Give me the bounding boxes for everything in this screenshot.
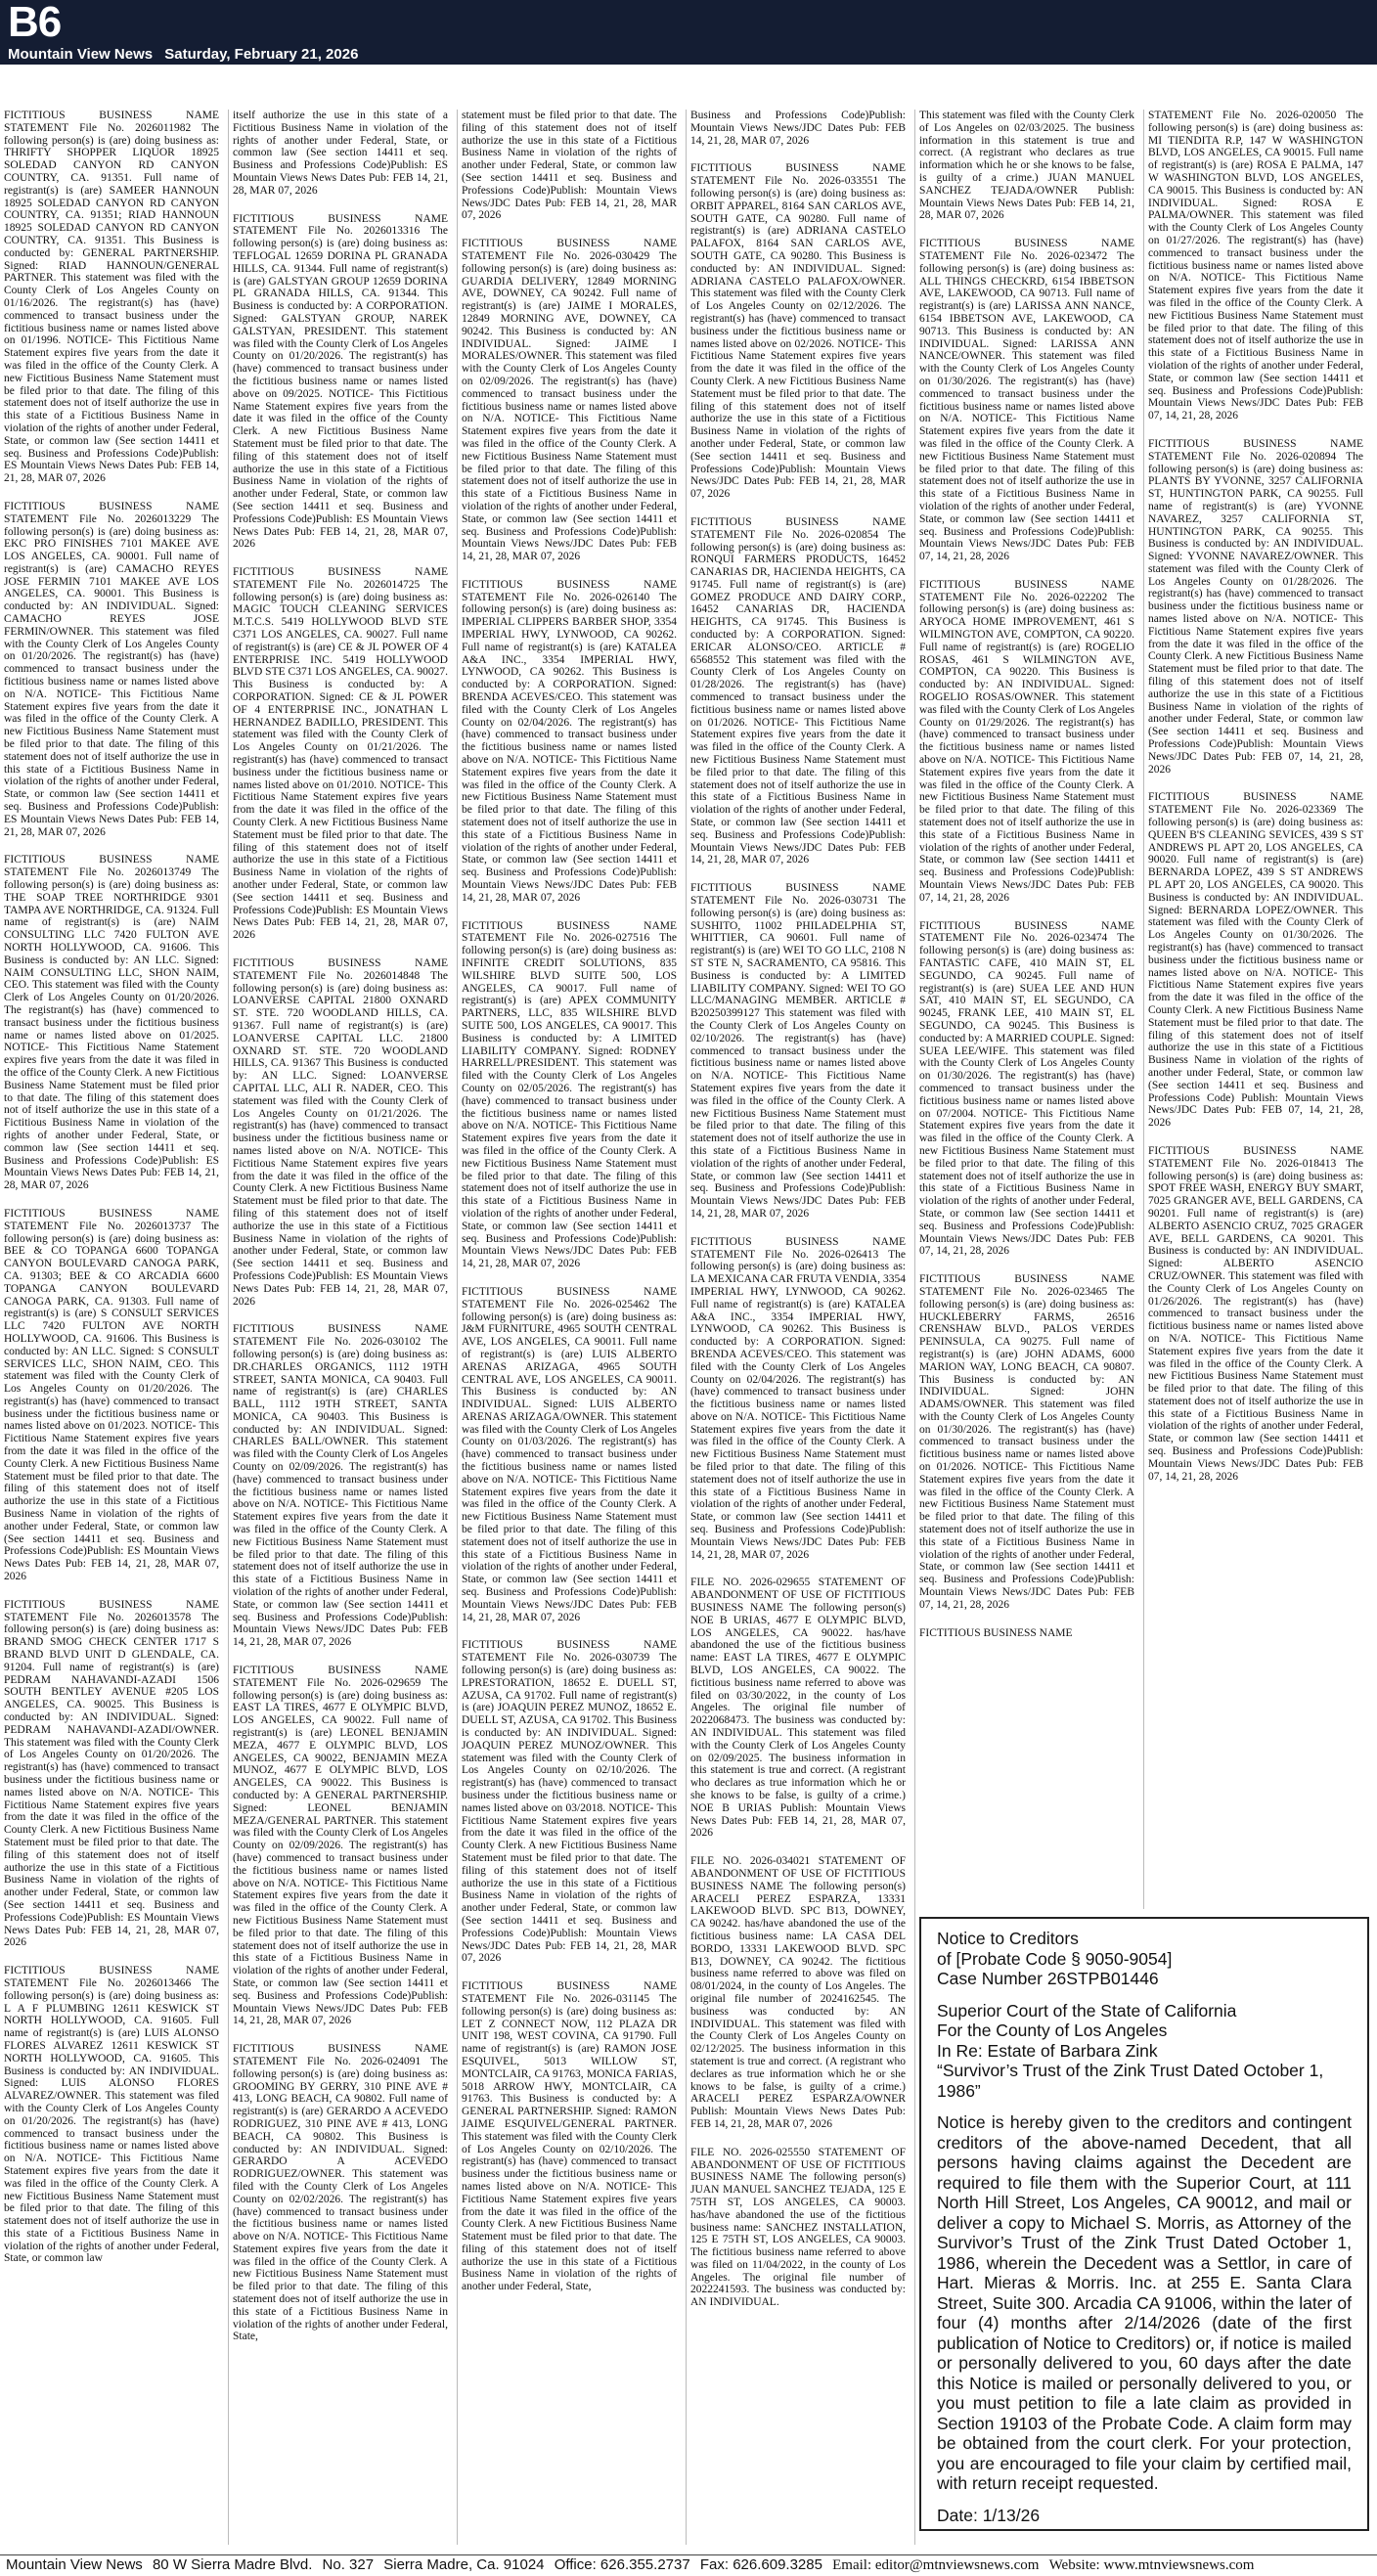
legal-notice: FICTITIOUS BUSINESS NAME STATEMENT File No. 2026013316 The following person(s) is (are) doing business as: TEFLOGAL 12659 DORINA PL GRANADA HILLS, CA. 91344. Full name of registrant(s) is (are) GALSTYAN GROUP 12659 DORINA PL GRANADA HILLS, CA. 91344. This Business is conducted by: A CORPORATION. Signed: GALSTYAN GROUP, NAREK GALSTYAN, PRESIDENT. This statement was filed with the County Clerk of Los Angeles County on 01/20/2026. The registrant(s) has (have) commenced to transact business under the fictitious business name or names listed above on 09/2025. NOTICE- This Fictitious Name Statement expires five years from the date it was filed in the office of the County Clerk. A new Fictitious Business Name Statement must be filed prior to that date. The filing of this statement does not of itself authorize the use in this state of a Fictitious Business Name in violation of the rights of another under Federal, State, or common law (See section 14411 et seq. Business and Professions Code)Publish: ES Mountain Views News Dates Pub: FEB 14, 21, 28, MAR 07, 2026 — [233, 212, 448, 551]
legal-notice: FICTITIOUS BUSINESS NAME STATEMENT File No. 2026-027516 The following person(s) is (are) doing business as: INFINITE CREDIT SOLUTIONS, 835 WILSHIRE BLVD SUITE 500, LOS ANGELES, CA 90017. Full name of registrant(s) is (are) APEX COMMUNITY PARTNERS, LLC, 835 WILSHIRE BLVD SUITE 500, LOS ANGELES, CA 90017. This Business is conducted by: A LIMITED LIABILITY COMPANY. Signed: RODNEY HARRELL/PRESIDENT. This statement was filed with the County Clerk of Los Angeles County on 02/05/2026. The registrant(s) has (have) commenced to transact business under the fictitious business name or names listed above on N/A. NOTICE- This Fictitious Name Statement expires five years from the date it was filed in the office of the County Clerk. A new Fictitious Business Name Statement must be filed prior to that date. The filing of this statement does not of itself authorize the use in this state of a Fictitious Business Name in violation of the rights of another under Federal, State, or common law (See section 14411 et seq. Business and Professions Code)Publish: Mountain Views News/JDC Dates Pub: FEB 14, 21, 28, MAR 07, 2026 — [462, 919, 677, 1270]
column-3 — [462, 110, 677, 2545]
legal-notice: FICTITIOUS BUSINESS NAME STATEMENT File No. 2026014848 The following person(s) is (are) doing business as: LOANVERSE CAPITAL 21800 OXNARD ST. STE. 720 WOODLAND HILLS, CA. 91367. Full name of registrant(s) is (are) LOANVERSE CAPITAL LLC. 21800 OXNARD ST. STE. 720 WOODLAND HILLS, CA. 91367 This Business is conducted by: AN LLC. Signed: LOANVERSE CAPITAL LLC, ALI R. NADER, CEO. This statement was filed with the County Clerk of Los Angeles County on 01/21/2026. The registrant(s) has (have) commenced to transact business under the fictitious business name or names listed above on N/A. NOTICE- This Fictitious Name Statement expires five years from the date it was filed in the office of the County Clerk. A new Fictitious Business Name Statement must be filed prior to that date. The filing of this statement does not of itself authorize the use in this state of a Fictitious Business Name in violation of the rights of another under Federal, State, or common law (See section 14411 et seq. Business and Professions Code)Publish: ES Mountain Views News Dates Pub: FEB 14, 21, 28, MAR 07, 2026 — [233, 957, 448, 1308]
legal-notice: STATEMENT File No. 2026-020050 The following person(s) is (are) doing business as: MI TIENDITA R.P, 147 W WASHINGTON BLVD, LOS ANGELES, CA 90015. Full name of registrant(s) is (are) ROSA E PALMA, 147 W WASHINGTON BLVD, LOS ANGELES, CA 90015. This Business is conducted by: AN INDIVIDUAL. Signed: ROSA E PALMA/OWNER. This statement was filed with the County Clerk of Los Angeles County on 01/27/2026. The registrant(s) has (have) commenced to transact business under the fictitious business name or names listed above on N/A. NOTICE- This Fictitious Name Statement expires five years from the date it was filed in the office of the County Clerk. A new Fictitious Business Name Statement must be filed prior to that date. The filing of this statement does not of itself authorize the use in this state of a Fictitious Business Name in violation of the rights of another under Federal, State, or common law (See section 14411 et seq. Business and Professions Code)Publish: Mountain Views News/JDC Dates Pub: FEB 07, 14, 21, 28, 2026 — [1148, 110, 1363, 422]
column-divider — [914, 110, 915, 2545]
legal-notice: FICTITIOUS BUSINESS NAME STATEMENT File No. 2026-026413 The following person(s) is (are) doing business as: LA MEXICANA CAR FRUTA VENDIA, 3354 IMPERIAL HWY, LYNWOOD, CA 90262. Full name of registrant(s) is (are) KATALEA A&A INC., 3354 IMPERIAL HWY, LYNWOOD, CA 90262. This Business is conducted by: A CORPORATION. Signed: BRENDA ACEVES/CEO. This statement was filed with the County Clerk of Los Angeles County on 02/04/2026. The registrant(s) has (have) commenced to transact business under the fictitious business name or names listed above on N/A. NOTICE- This Fictitious Name Statement expires five years from the date it was filed in the office of the County Clerk. A new Fictitious Business Name Statement must be filed prior to that date. The filing of this statement does not of itself authorize the use in this state of a Fictitious Business Name in violation of the rights of another under Federal, State, or common law (See section 14411 et seq. Business and Professions Code)Publish: Mountain Views News/JDC Dates Pub: FEB 14, 21, 28, MAR 07, 2026 — [690, 1235, 906, 1561]
column-4 — [690, 110, 906, 2545]
legal-notice: FICTITIOUS BUSINESS NAME STATEMENT File No. 2026-020854 The following person(s) is (are) doing business as: RONQUI FARMERS PRODUCTS, 16452 CANARIAS DR, HACIENDA HEIGHTS, CA 91745. Full name of registrant(s) is (are) GOMEZ PRODUCE AND DAIRY CORP., 16452 CANARIAS DR, HACIENDA HEIGHTS, CA 91745. This Business is conducted by: A CORPORATION. Signed: ERICAR ALONSO/CEO. ARTICLE # 6568552 This statement was filed with the County Clerk of Los Angeles County on 01/28/2026. The registrant(s) has (have) commenced to transact business under the fictitious business name or names listed above on 01/2026. NOTICE- This Fictitious Name Statement expires five years from the date it was filed in the office of the County Clerk. A new Fictitious Business Name Statement must be filed prior to that date. The filing of this statement does not of itself authorize the use in this state of a Fictitious Business Name in violation of the rights of another under Federal, State, or common law (See section 14411 et seq. Business and Professions Code)Publish: Mountain Views News/JDC Dates Pub: FEB 14, 21, 28, MAR 07, 2026 — [690, 515, 906, 866]
legal-notice: FICTITIOUS BUSINESS NAME STATEMENT File No. 2026-023369 The following person(s) is (are) doing business as: QUEEN B'S CLEANING SEVICES, 439 S ST ANDREWS PL APT 20, LOS ANGELES, CA 90020. Full name of registrant(s) is (are) BERNARDA LOPEZ, 439 S ST ANDREWS PL APT 20, LOS ANGELES, CA 90020. This Business is conducted by: AN INDIVIDUAL. Signed: BERNARDA LOPEZ/OWNER. This statement was filed with the County Clerk of Los Angeles County on 01/30/2026. The registrant(s) has (have) commenced to transact business under the fictitious business name or names listed above on N/A. NOTICE- This Fictitious Name Statement expires five years from the date it was filed in the office of the County Clerk. A new Fictitious Business Name Statement must be filed prior to that date. The filing of this statement does not of itself authorize the use in this state of a Fictitious Business Name in violation of the rights of another under Federal, State, or common law (See section 14411 et seq. Business and Professions Code) Publish: Mountain Views News/JDC Dates Pub: FEB 07, 14, 21, 28, 2026 — [1148, 791, 1363, 1130]
legal-notice: FICTITIOUS BUSINESS NAME STATEMENT File No. 2026013578 The following person(s) is (are) doing business as: BRAND SMOG CHECK CENTER 1717 S BRAND BLVD UNIT D GLENDALE, CA. 91204. Full name of registrant(s) is (are) PEDRAM NAHAVANDI-AZADI 1506 SOUTH BENTLEY AVENUE #205 LOS ANGELES, CA. 90025. This Business is conducted by: AN INDIVIDUAL. Signed: PEDRAM NAHAVANDI-AZADI/OWNER. This statement was filed with the County Clerk of Los Angeles County on 01/20/2026. The registrant(s) has (have) commenced to transact business under the fictitious business name or names listed above on N/A. NOTICE- This Fictitious Name Statement expires five years from the date it was filed in the office of the County Clerk. A new Fictitious Business Name Statement must be filed prior to that date. The filing of this statement does not of itself authorize the use in this state of a Fictitious Business Name in violation of the rights of another under Federal, State, or common law (See section 14411 et seq. Business and Professions Code)Publish: ES Mountain Views News Dates Pub: FEB 14, 21, 28, MAR 07, 2026 — [4, 1598, 219, 1949]
legal-notice: FICTITIOUS BUSINESS NAME STATEMENT File No. 2026-023474 The following person(s) is (are) doing business as: FANTASTIC CAFE, 410 MAIN ST, EL SEGUNDO, CA 90245. Full name of registrant(s) is (are) SUEA LEE AND HUN SAT, 410 MAIN ST, EL SEGUNDO, CA 90245, FRANK LEE, 410 MAIN ST, EL SEGUNDO, CA 90245. This Business is conducted by: A MARRIED COUPLE. Signed: SUEA LEE/WIFE. This statement was filed with the County Clerk of Los Angeles County on 01/30/2026. The registrant(s) has (have) commenced to transact business under the fictitious business name or names listed above on 07/2004. NOTICE- This Fictitious Name Statement expires five years from the date it was filed in the office of the County Clerk. A new Fictitious Business Name Statement must be filed prior to that date. The filing of this statement does not of itself authorize the use in this state of a Fictitious Business Name in violation of the rights of another under Federal, State, or common law (See section 14411 et seq. Business and Professions Code)Publish: Mountain Views News/JDC Dates Pub: FEB 07, 14, 21, 28, 2026 — [919, 919, 1134, 1258]
column-divider — [228, 110, 229, 2545]
footer-city: Sierra Madre, Ca. 91024 — [383, 2556, 545, 2573]
masthead-line — [8, 46, 366, 63]
legal-notice: FICTITIOUS BUSINESS NAME STATEMENT File No. 2026-026140 The following person(s) is (are) doing business as: IMPERIAL CLIPPERS BARBER SHOP, 3354 IMPERIAL HWY, LYNWOOD, CA 90262. Full name of registrant(s) is (are) KATALEA A&A INC., 3354 IMPERIAL HWY, LYNWOOD, CA 90262. This Business is conducted by: A CORPORATION. Signed: BRENDA ACEVES/CEO. This statement was filed with the County Clerk of Los Angeles County on 02/04/2026. The registrant(s) has (have) commenced to transact business under the fictitious business name or names listed above on N/A. NOTICE- This Fictitious Name Statement expires five years from the date it was filed in the office of the County Clerk. A new Fictitious Business Name Statement must be filed prior to that date. The filing of this statement does not of itself authorize the use in this state of a Fictitious Business Name in violation of the rights of another under Federal, State, or common law (See section 14411 et seq. Business and Professions Code)Publish: Mountain Views News/JDC Dates Pub: FEB 14, 21, 28, MAR 07, 2026 — [462, 578, 677, 904]
notice-body: Notice is hereby given to the creditors and contingent creditors of the above-named Decedent, that all persons having claims against the Decedent are required to file them with the Superior Court, at 111 North Hill Street, Los Angeles, CA 90012, and mail or deliver a copy to Michael S. Morris, as Attorney of the Survivor’s Trust of the Zink Trust Dated October 1, 1986, wherein the Decedent was a Settlor, in care of Hart. Mieras & Morris. Inc. at 255 E. Santa Clara Street, Suite 300. Arcadia CA 91006, within the later of four (4) months after 2/14/2026 (date of the first publication of Notice to Creditors) or, if notice is mailed or personally delivered to you, 60 days after the date this Notice is mailed or personally delivered to you, or you must petition to file a late claim as provided in Section 19103 of the Probate Code. A claim form may be obtained from the court clerk. For your protection, you are encouraged to file your claim by certified mail, with return receipt requested. — [937, 2112, 1352, 2493]
column-divider — [1143, 110, 1144, 1909]
footer-email: Email: editor@mtnviewsnews.com — [832, 2557, 1040, 2573]
legal-notice: FICTITIOUS BUSINESS NAME STATEMENT File No. 2026-018413 The following person(s) is (are) doing business as: SPOT FREE WASH, ENERGY BUY SMART, 7025 GRANGER AVE, BELL GARDENS, CA 90201. Full name of registrant(s) is (are) ALBERTO ASENCIO CRUZ, 7025 GRAGER AVE, BELL GARDENS, CA 90201. This Business is conducted by: AN INDIVIDUAL. Signed: ALBERTO ASENCIO CRUZ/OWNER. This statement was filed with the County Clerk of Los Angeles County on 01/26/2026. The registrant(s) has (have) commenced to transact business under the fictitious business name or names listed above on N/A. NOTICE- This Fictitious Name Statement expires five years from the date it was filed in the office of the County Clerk. A new Fictitious Business Name Statement must be filed prior to that date. The filing of this statement does not of itself authorize the use in this state of a Fictitious Business Name in violation of the rights of another under Federal, State, or common law (See section 14411 et seq. Business and Professions Code)Publish: Mountain Views News/JDC Dates Pub: FEB 07, 14, 21, 28, 2026 — [1148, 1144, 1363, 1483]
footer-website: Website: www.mtnviewsnews.com — [1048, 2557, 1255, 2573]
legal-notice: FICTITIOUS BUSINESS NAME STATEMENT File No. 2026-024091 The following person(s) is (are) doing business as: GROOMING BY GERRY, 310 PINE AVE # 413, LONG BEACH, CA 90802. Full name of registrant(s) is (are) GERARDO A ACEVEDO RODRIGUEZ, 310 PINE AVE # 413, LONG BEACH, CA 90802. This Business is conducted by: AN INDIVIDUAL. Signed: GERARDO A ACEVEDO RODRIGUEZ/OWNER. This statement was filed with the County Clerk of Los Angeles County on 02/02/2026. The registrant(s) has (have) commenced to transact business under the fictitious business name or names listed above on N/A. NOTICE- This Fictitious Name Statement expires five years from the date it was filed in the office of the County Clerk. A new Fictitious Business Name Statement must be filed prior to that date. The filing of this statement does not of itself authorize the use in this state of a Fictitious Business Name in violation of the rights of another under Federal, State, — [233, 2043, 448, 2343]
legal-notice: FICTITIOUS BUSINESS NAME STATEMENT File No. 2026-023465 The following person(s) is (are) doing business as: HUCKLEBERRY FARMS, 26516 CRENSHAW BLVD., PALOS VERDES PENINSULA, CA 90275. Full name of registrant(s) is (are) JOHN ADAMS, 6000 MARION WAY, LONG BEACH, CA 90807. This Business is conducted by: AN INDIVIDUAL. Signed: JOHN ADAMS/OWNER. This statement was filed with the County Clerk of Los Angeles County on 01/30/2026. The registrant(s) has (have) commenced to transact business under the fictitious business name or names listed above on 01/2026. NOTICE- This Fictitious Name Statement expires five years from the date it was filed in the office of the County Clerk. A new Fictitious Business Name Statement must be filed prior to that date. The filing of this statement does not of itself authorize the use in this state of a Fictitious Business Name in violation of the rights of another under Federal, State, or common law (See section 14411 et seq. Business and Professions Code)Publish: Mountain Views News/JDC Dates Pub: FEB 07, 14, 21, 28, 2026 — [919, 1273, 1134, 1611]
masthead-bar — [0, 0, 1377, 65]
footer-office: Office: 626.355.2737 — [554, 2556, 690, 2573]
legal-notice: FICTITIOUS BUSINESS NAME STATEMENT File No. 2026-029659 The following person(s) is (are) doing business as: EAST LA TIRES, 4677 E OLYMPIC BLVD, LOS ANGELES, CA 90022. Full name of registrant(s) is (are) LEONEL BENJAMIN MEZA, 4677 E OLYMPIC BLVD, LOS ANGELES, CA 90022, BENJAMIN MEZA MUNOZ, 4677 E OLYMPIC BLVD, LOS ANGELES, CA 90022. This Business is conducted by: A GENERAL PARTNERSHIP. Signed: LEONEL BENJAMIN MEZA/GENERAL PARTNER. This statement was filed with the County Clerk of Los Angeles County on 02/09/2026. The registrant(s) has (have) commenced to transact business under the fictitious business name or names listed above on N/A. NOTICE- This Fictitious Name Statement expires five years from the date it was filed in the office of the County Clerk. A new Fictitious Business Name Statement must be filed prior to that date. The filing of this statement does not of itself authorize the use in this state of a Fictitious Business Name in violation of the rights of another under Federal, State, or common law (See section 14411 et seq. Business and Professions Code)Publish: Mountain Views News/JDC Dates Pub: FEB 14, 21, 28, MAR 07, 2026 — [233, 1665, 448, 2027]
creditors-notice-box — [919, 1917, 1369, 2531]
legal-notice: FICTITIOUS BUSINESS NAME STATEMENT File No. 2026013749 The following person(s) is (are) doing business as: THE SOAP TREE NORTHRIDGE 9301 TAMPA AVE NORTHRIDGE, CA. 91324. Full name of registrant(s) is (are) NAIM CONSULTING LLC 7420 FULTON AVE NORTH HOLLYWOOD, CA. 91606. This Business is conducted by: AN LLC. Signed: NAIM CONSULTING LLC, SHON NAIM, CEO. This statement was filed with the County Clerk of Los Angeles County on 01/20/2026. The registrant(s) has (have) commenced to transact business under the fictitious business name or names listed above on 01/2025. NOTICE- This Fictitious Name Statement expires five years from the date it was filed in the office of the County Clerk. A new Fictitious Business Name Statement must be filed prior to that date. The filing of this statement does not of itself authorize the use in this state of a Fictitious Business Name in violation of the rights of another under Federal, State, or common law (See section 14411 et seq. Business and Professions Code)Publish: ES Mountain Views News Dates Pub: FEB 14, 21, 28, MAR 07, 2026 — [4, 854, 219, 1192]
legal-notice: statement must be filed prior to that date. The filing of this statement does not of itself authorize the use in this state of a Fictitious Business Name in violation of the rights of another under Federal, State, or common law (See section 14411 et seq. Business and Professions Code)Publish: Mountain Views News/JDC Dates Pub: FEB 14, 21, 28, MAR 07, 2026 — [462, 110, 677, 222]
legal-notice: FICTITIOUS BUSINESS NAME STATEMENT File No. 2026-031145 The following person(s) is (are) doing business as: LET Z CONNECT NOW, 112 PLAZA DR UNIT 198, WEST COVINA, CA 91790. Full name of registrant(s) is (are) RAMON JOSE ESQUIVEL, 5013 WILLOW ST, MONTCLAIR, CA 91763, MONICA FARIAS, 5018 ARROW HWY, MONTCLAIR, CA 91763. This Business is conducted by: A GENERAL PARTNERSHIP. Signed: RAMON JAIME ESQUIVEL/GENERAL PARTNER. This statement was filed with the County Clerk of Los Angeles County on 02/10/2026. The registrant(s) has (have) commenced to transact business under the fictitious business name or names listed above on N/A. NOTICE- This Fictitious Name Statement expires five years from the date it was filed in the office of the County Clerk. A new Fictitious Business Name Statement must be filed prior to that date. The filing of this statement does not of itself authorize the use in this state of a Fictitious Business Name in violation of the rights of another under Federal, State, — [462, 1980, 677, 2293]
column-divider — [686, 110, 687, 2545]
legal-notice: FICTITIOUS BUSINESS NAME STATEMENT File No. 2026-023472 The following person(s) is (are) doing business as: ALL THINGS CHECKRD, 6154 IBBETSON AVE, LAKEWOOD, CA 90713. Full name of registrant(s) is (are) LARISSA ANN NANCE, 6154 IBBETSON AVE, LAKEWOOD, CA 90713. This Business is conducted by: AN INDIVIDUAL. Signed: LARISSA ANN NANCE/OWNER. This statement was filed with the County Clerk of Los Angeles County on 01/30/2026. The registrant(s) has (have) commenced to transact business under the fictitious business name or names listed above on N/A. NOTICE- This Fictitious Name Statement expires five years from the date it was filed in the office of the County Clerk. A new Fictitious Business Name Statement must be filed prior to that date. The filing of this statement does not of itself authorize the use in this state of a Fictitious Business Name in violation of the rights of another under Federal, State, or common law (See section 14411 et seq. Business and Professions Code)Publish: Mountain Views News/JDC Dates Pub: FEB 07, 14, 21, 28, 2026 — [919, 238, 1134, 563]
footer-issue-number: No. 327 — [322, 2556, 375, 2573]
legal-notice: itself authorize the use in this state of a Fictitious Business Name in violation of the rights of another under Federal, State, or common law (See section 14411 et seq. Business and Professions Code)Publish: ES Mountain Views News Dates Pub: FEB 14, 21, 28, MAR 07, 2026 — [233, 110, 448, 197]
paper-name: Mountain View News — [8, 46, 154, 63]
legal-notice: FICTITIOUS BUSINESS NAME STATEMENT File No. 2026011982 The following person(s) is (are) doing business as: THRIFTY SHOPPER LIQUOR 18925 SOLEDAD CANYON RD CANYON COUNTRY, CA. 91351. Full name of registrant(s) is (are) SAMEER HANNOUN 18925 SOLEDAD CANYON RD CANYON COUNTRY, CA. 91351; RIAD HANNOUN 18925 SOLEDAD CANYON RD CANYON COUNTRY, CA. 91351. This Business is conducted by: GENERAL PARTNERSHIP. Signed: RIAD HANNOUN/GENERAL PARTNER. This statement was filed with the County Clerk of Los Angeles County on 01/16/2026. The registrant(s) has (have) commenced to transact business under the fictitious business name or names listed above on 01/1996. NOTICE- This Fictitious Name Statement expires five years from the date it was filed in the office of the County Clerk. A new Fictitious Business Name Statement must be filed prior to that date. The filing of this statement does not of itself authorize the use in this state of a Fictitious Business Name in violation of the rights of another under Federal, State, or common law (See section 14411 et seq. Business and Professions Code)Publish: ES Mountain Views News Dates Pub: FEB 14, 21, 28, MAR 07, 2026 — [4, 110, 219, 485]
notice-court: Superior Court of the State of California For the County of Los Angeles In Re: Estate of Barbara Zink “Survivor’s Trust of the Zink Trust Dated October 1, 1986” — [937, 2000, 1324, 2101]
legal-notice: Business and Professions Code)Publish: Mountain Views News/JDC Dates Pub: FEB 14, 21, 28, MAR 07, 2026 — [690, 110, 906, 147]
legal-notice: FICTITIOUS BUSINESS NAME STATEMENT File No. 2026013229 The following person(s) is (are) doing business as: EKC PRO FINISHES 7101 MAKEE AVE LOS ANGELES, CA. 90001. Full name of registrant(s) is (are) CAMACHO REYES JOSE FERMIN 7101 MAKEE AVE LOS ANGELES, CA. 90001. This Business is conducted by: AN INDIVIDUAL. Signed: CAMACHO REYES JOSE FERMIN/OWNER. This statement was filed with the County Clerk of Los Angeles County on 01/20/2026. The registrant(s) has (have) commenced to transact business under the fictitious business name or names listed above on N/A. NOTICE- This Fictitious Name Statement expires five years from the date it was filed in the office of the County Clerk. A new Fictitious Business Name Statement must be filed prior to that date. The filing of this statement does not of itself authorize the use in this state of a Fictitious Business Name in violation of the rights of another under Federal, State, or common law (See section 14411 et seq. Business and Professions Code)Publish: ES Mountain Views News Dates Pub: FEB 14, 21, 28, MAR 07, 2026 — [4, 500, 219, 838]
legal-notice: FICTITIOUS BUSINESS NAME STATEMENT File No. 2026014725 The following person(s) is (are) doing business as: MAGIC TOUCH CLEANING SERVICES M.T.C.S. 5419 HOLLYWOOD BLVD STE C371 LOS ANGELES, CA. 90027. Full name of registrant(s) is (are) CE & JL POWER OF 4 ENTERPRISE INC. 5419 HOLLYWOOD BLVD STE C371 LOS ANGELES, CA. 90027. This Business is conducted by: A CORPORATION. Signed: CE & JL POWER OF 4 ENTERPRISE INC., JONATHAN L HERNANDEZ BADILLO, PRESIDENT. This statement was filed with the County Clerk of Los Angeles County on 01/21/2026. The registrant(s) has (have) commenced to transact business under the fictitious business name or names listed above on 01/2010. NOTICE- This Fictitious Name Statement expires five years from the date it was filed in the office of the County Clerk. A new Fictitious Business Name Statement must be filed prior to that date. The filing of this statement does not of itself authorize the use in this state of a Fictitious Business Name in violation of the rights of another under Federal, State, or common law (See section 14411 et seq. Business and Professions Code)Publish: ES Mountain Views News Dates Pub: FEB 14, 21, 28, MAR 07, 2026 — [233, 566, 448, 942]
legal-notice: FICTITIOUS BUSINESS NAME STATEMENT File No. 2026-030102 The following person(s) is (are) doing business as: DR.CHARLES ORGANICS, 1112 19TH STREET, SANTA MONICA, CA 90403. Full name of registrant(s) is (are) CHARLES BALL, 1112 19TH STREET, SANTA MONICA, CA 90403. This Business is conducted by: AN INDIVIDUAL. Signed: CHARLES BALL/OWNER. This statement was filed with the County Clerk of Los Angeles County on 02/09/2026. The registrant(s) has (have) commenced to transact business under the fictitious business name or names listed above on N/A. NOTICE- This Fictitious Name Statement expires five years from the date it was filed in the office of the County Clerk. A new Fictitious Business Name Statement must be filed prior to that date. The filing of this statement does not of itself authorize the use in this state of a Fictitious Business Name in violation of the rights of another under Federal, State, or common law (See section 14411 et seq. Business and Professions Code)Publish: Mountain Views News/JDC Dates Pub: FEB 14, 21, 28, MAR 07, 2026 — [233, 1323, 448, 1649]
legal-notice: FICTITIOUS BUSINESS NAME STATEMENT File No. 2026-033551 The following person(s) is (are) doing business as: ORBIT APPAREL, 8164 SAN CARLOS AVE, SOUTH GATE, CA 90280. Full name of registrant(s) is (are) ADRIANA CASTELO PALAFOX, 8164 SAN CARLOS AVE, SOUTH GATE, CA 90280. This Business is conducted by: AN INDIVIDUAL. Signed: ADRIANA CASTELO PALAFOX/OWNER. This statement was filed with the County Clerk of Los Angeles County on 02/12/2026. The registrant(s) has (have) commenced to transact business under the fictitious business name or names listed above on 02/2026. NOTICE- This Fictitious Name Statement expires five years from the date it was filed in the office of the County Clerk. A new Fictitious Business Name Statement must be filed prior to that date. The filing of this statement does not of itself authorize the use in this state of a Fictitious Business Name in violation of the rights of another under Federal, State, or common law (See section 14411 et seq. Business and Professions Code)Publish: Mountain Views News/JDC Dates Pub: FEB 14, 21, 28, MAR 07, 2026 — [690, 162, 906, 501]
legal-notice: FICTITIOUS BUSINESS NAME STATEMENT File No. 2026-025462 The following person(s) is (are) doing business as: J&M FURNITURE, 4965 SOUTH CENTRAL AVE, LOS ANGELES, CA 90011. Full name of registrant(s) is (are) LUIS ALBERTO ARENAS ARIZAGA, 4965 SOUTH CENTRAL AVE, LOS ANGELES, CA 90011. This Business is conducted by: AN INDIVIDUAL. Signed: LUIS ALBERTO ARENAS ARIZAGA/OWNER. This statement was filed with the County Clerk of Los Angeles County on 01/03/2026. The registrant(s) has (have) commenced to transact business under the fictitious business name or names listed above on N/A. NOTICE- This Fictitious Name Statement expires five years from the date it was filed in the office of the County Clerk. A new Fictitious Business Name Statement must be filed prior to that date. The filing of this statement does not of itself authorize the use in this state of a Fictitious Business Name in violation of the rights of another under Federal, State, or common law (See section 14411 et seq. Business and Professions Code)Publish: Mountain Views News/JDC Dates Pub: FEB 14, 21, 28, MAR 07, 2026 — [462, 1285, 677, 1623]
legal-notice: This statement was filed with the County Clerk of Los Angeles on 02/03/2025. The business information in this statement is true and correct. (A registrant who declares as true information which he or she knows to be false, is guilty of a crime.) JUAN MANUEL SANCHEZ TEJADA/OWNER Publish: Mountain Views News Dates Pub: FEB 14, 21, 28, MAR 07, 2026 — [919, 110, 1134, 222]
legal-notice: FICTITIOUS BUSINESS NAME STATEMENT File No. 2026-030429 The following person(s) is (are) doing business as: GUARDIA DELIVERY, 12849 MORNING AVE, DOWNEY, CA 90242. Full name of registrant(s) is (are) JAIME I MORALES, 12849 MORNING AVE, DOWNEY, CA 90242. This Business is conducted by: AN INDIVIDUAL. Signed: JAIME I MORALES/OWNER. This statement was filed with the County Clerk of Los Angeles County on 02/09/2026. The registrant(s) has (have) commenced to transact business under the fictitious business name or names listed above on N/A. NOTICE- This Fictitious Name Statement expires five years from the date it was filed in the office of the County Clerk. A new Fictitious Business Name Statement must be filed prior to that date. The filing of this statement does not of itself authorize the use in this state of a Fictitious Business Name in violation of the rights of another under Federal, State, or common law (See section 14411 et seq. Business and Professions Code)Publish: Mountain Views News/JDC Dates Pub: FEB 14, 21, 28, MAR 07, 2026 — [462, 238, 677, 563]
footer-fax: Fax: 626.609.3285 — [699, 2556, 822, 2573]
legal-notice: FILE NO. 2026-025550 STATEMENT OF ABANDONMENT OF USE OF FICTITIOUS BUSINESS NAME The following person(s) JUAN MANUEL SANCHEZ TEJADA, 125 E 75TH ST, LOS ANGELES, CA 90003. has/have abandoned the use of the fictitious business name: SANCHEZ INSTALLATION, 125 E 75TH ST, LOS ANGELES, CA 90003. The fictitious business name referred to above was filed on 11/04/2022, in the county of Los Angeles. The original file number of 2022241593. The business was conducted by: AN INDIVIDUAL. — [690, 2146, 906, 2309]
column-divider — [457, 110, 458, 2545]
legal-notice: FICTITIOUS BUSINESS NAME STATEMENT File No. 2026013737 The following person(s) is (are) doing business as: BEE & CO TOPANGA 6600 TOPANGA CANYON BOULEVARD CANOGA PARK, CA. 91303; BEE & CO ARCADIA 6600 TOPANGA CANYON BOULEVARD CANOGA PARK, CA. 91303. Full name of registrant(s) is (are) S CONSULT SERVICES LLC 7420 FULTON AVE NORTH HOLLYWOOD, CA. 91606. This Business is conducted by: AN LLC. Signed: S CONSULT SERVICES LLC, SHON NAIM, CEO. This statement was filed with the County Clerk of Los Angeles County on 01/20/2026. The registrant(s) has (have) commenced to transact business under the fictitious business name or names listed above on 01/2023. NOTICE- This Fictitious Name Statement expires five years from the date it was filed in the office of the County Clerk. A new Fictitious Business Name Statement must be filed prior to that date. The filing of this statement does not of itself authorize the use in this state of a Fictitious Business Name in violation of the rights of another under Federal, State, or common law (See section 14411 et seq. Business and Professions Code)Publish: ES Mountain Views News Dates Pub: FEB 14, 21, 28, MAR 07, 2026 — [4, 1207, 219, 1583]
page-number: B6 — [8, 0, 62, 46]
column-5 — [919, 110, 1134, 1909]
legal-notice: FICTITIOUS BUSINESS NAME STATEMENT File No. 2026-020894 The following person(s) is (are) doing business as: PLANTS BY YVONNE, 3257 CALIFORNIA ST, HUNTINGTON PARK, CA 90255. Full name of registrant(s) is (are) YVONNE NAVAREZ, 3257 CALIFORNIA ST, HUNTINGTON PARK, CA 90255. This Business is conducted by: AN INDIVIDUAL. Signed: YVONNE NAVAREZ/OWNER. This statement was filed with the County Clerk of Los Angeles County on 01/28/2026. The registrant(s) has (have) commenced to transact business under the fictitious business name or names listed above on N/A. NOTICE- This Fictitious Name Statement expires five years from the date it was filed in the office of the County Clerk. A new Fictitious Business Name Statement must be filed prior to that date. The filing of this statement does not of itself authorize the use in this state of a Fictitious Business Name in violation of the rights of another under Federal, State, or common law (See section 14411 et seq. Business and Professions Code)Publish: Mountain Views News/JDC Dates Pub: FEB 07, 14, 21, 28, 2026 — [1148, 437, 1363, 776]
legal-notice: FICTITIOUS BUSINESS NAME STATEMENT File No. 2026-030731 The following person(s) is (are) doing business as: SUSHITO, 11002 PHILADELPHIA ST, WHITTIER, CA 90601. Full name of registrant(s) is (are) WEI TO GO LLC, 2108 N ST STE N, SACRAMENTO, CA 95816. This Business is conducted by: A LIMITED LIABILITY COMPANY. Signed: WEI TO GO LLC/MANAGING MEMBER. ARTICLE # B20250399127 This statement was filed with the County Clerk of Los Angeles County on 02/10/2026. The registrant(s) has (have) commenced to transact business under the fictitious business name or names listed above on N/A. NOTICE- This Fictitious Name Statement expires five years from the date it was filed in the office of the County Clerk. A new Fictitious Business Name Statement must be filed prior to that date. The filing of this statement does not of itself authorize the use in this state of a Fictitious Business Name in violation of the rights of another under Federal, State, or common law (See section 14411 et seq. Business and Professions Code)Publish: Mountain Views News/JDC Dates Pub: FEB 14, 21, 28, MAR 07, 2026 — [690, 882, 906, 1220]
footer-paper: Mountain View News — [6, 2556, 143, 2573]
footer-bar — [0, 2554, 1377, 2576]
footer-address: 80 W Sierra Madre Blvd. — [152, 2556, 313, 2573]
legal-notice: FICTITIOUS BUSINESS NAME STATEMENT File No. 2026-030739 The following person(s) is (are) doing business as: LPRESTORATION, 18652 E. DUELL ST, AZUSA, CA 91702. Full name of registrant(s) is (are) JOAQUIN PEREZ MUNOZ, 18652 E. DUELL ST, AZUSA, CA 91702. This Business is conducted by: AN INDIVIDUAL. Signed: JOAQUIN PEREZ MUNOZ/OWNER. This statement was filed with the County Clerk of Los Angeles County on 02/10/2026. The registrant(s) has (have) commenced to transact business under the fictitious business name or names listed above on 03/2018. NOTICE- This Fictitious Name Statement expires five years from the date it was filed in the office of the County Clerk. A new Fictitious Business Name Statement must be filed prior to that date. The filing of this statement does not of itself authorize the use in this state of a Fictitious Business Name in violation of the rights of another under Federal, State, or common law (See section 14411 et seq. Business and Professions Code)Publish: Mountain Views News/JDC Dates Pub: FEB 14, 21, 28, MAR 07, 2026 — [462, 1639, 677, 1965]
notice-date: Date: 1/13/26 — [937, 2505, 1041, 2525]
legal-notice: FICTITIOUS BUSINESS NAME STATEMENT File No. 2026-022202 The following person(s) is (are) doing business as: ARYOCA HOME IMPROVEMENT, 461 S WILMINGTON AVE, COMPTON, CA 90220. Full name of registrant(s) is (are) ROGELIO ROSAS, 461 S WILMINGTON AVE, COMPTON, CA 90220. This Business is conducted by: AN INDIVIDUAL. Signed: ROGELIO ROSAS/OWNER. This statement was filed with the County Clerk of Los Angeles County on 01/29/2026. The registrant(s) has (have) commenced to transact business under the fictitious business name or names listed above on N/A. NOTICE- This Fictitious Name Statement expires five years from the date it was filed in the office of the County Clerk. A new Fictitious Business Name Statement must be filed prior to that date. The filing of this statement does not of itself authorize the use in this state of a Fictitious Business Name in violation of the rights of another under Federal, State, or common law (See section 14411 et seq. Business and Professions Code)Publish: Mountain Views News/JDC Dates Pub: FEB 07, 14, 21, 28, 2026 — [919, 578, 1134, 904]
column-1 — [4, 110, 219, 2545]
column-6 — [1148, 110, 1363, 1909]
issue-date: Saturday, February 21, 2026 — [164, 46, 359, 63]
legal-notice: FICTITIOUS BUSINESS NAME — [919, 1626, 1073, 1639]
legal-notice: FILE NO. 2026-034021 STATEMENT OF ABANDONMENT OF USE OF FICTITIOUS BUSINESS NAME The following person(s) ARACELI PEREZ ESPARZA, 13331 LAKEWOOD BLVD. SPC B13, DOWNEY, CA 90242. has/have abandoned the use of the fictitious business name: LA CASA DEL BORDO, 13331 LAKEWOOD BLVD. SPC B13, DOWNEY, CA 90242. The fictitious business name referred to above was filed on 08/01/2024, in the county of Los Angeles. The original file number of 2024162545. The business was conducted by: AN INDIVIDUAL. This statement was filed with the County Clerk of Los Angeles County on 02/12/2025. The business information in this statement is true and correct. (A registrant who declares as true information which he or she knows to be false, is guilty of a crime.) ARACELI PEREZ ESPARZA/OWNER Publish: Mountain Views News Dates Pub: FEB 14, 21, 28, MAR 07, 2026 — [690, 1855, 906, 2130]
legal-notice: FILE NO. 2026-029655 STATEMENT OF ABANDONMENT OF USE OF FICTITIOUS BUSINESS NAME The following person(s) NOE B URIAS, 4677 E OLYMPIC BLVD, LOS ANGELES, CA 90022. has/have abandoned the use of the fictitious business name: EAST LA TIRES, 4677 E OLYMPIC BLVD, LOS ANGELES, CA 90022. The fictitious business name referred to above was filed on 03/30/2022, in the county of Los Angeles. The original file number of 2022068473. The business was conducted by: AN INDIVIDUAL. This statement was filed with the County Clerk of Los Angeles County on 02/09/2025. The business information in this statement is true and correct. (A registrant who declares as true information which he or she knows to be false, is guilty of a crime.) NOE B URIAS Publish: Mountain Views News Dates Pub: FEB 14, 21, 28, MAR 07, 2026 — [690, 1577, 906, 1840]
column-2 — [233, 110, 448, 2545]
legal-notice: FICTITIOUS BUSINESS NAME STATEMENT File No. 2026013466 The following person(s) is (are) doing business as: L A F PLUMBING 12611 KESWICK ST NORTH HOLLYWOOD, CA. 91605. Full name of registrant(s) is (are) LUIS ALONSO FLORES ALVAREZ 12611 KESWICK ST NORTH HOLLYWOOD, CA. 91605. This Business is conducted by: AN INDIVIDUAL. Signed: LUIS ALONSO FLORES ALVAREZ/OWNER. This statement was filed with the County Clerk of Los Angeles County on 01/20/2026. The registrant(s) has (have) commenced to transact business under the fictitious business name or names listed above on N/A. NOTICE- This Fictitious Name Statement expires five years from the date it was filed in the office of the County Clerk. A new Fictitious Business Name Statement must be filed prior to that date. The filing of this statement does not of itself authorize the use in this state of a Fictitious Business Name in violation of the rights of another under Federal, State, or common law — [4, 1965, 219, 2265]
notice-title: Notice to Creditors of [Probate Code § 9050-9054] Case Number 26STPB01446 — [937, 1929, 1173, 1988]
